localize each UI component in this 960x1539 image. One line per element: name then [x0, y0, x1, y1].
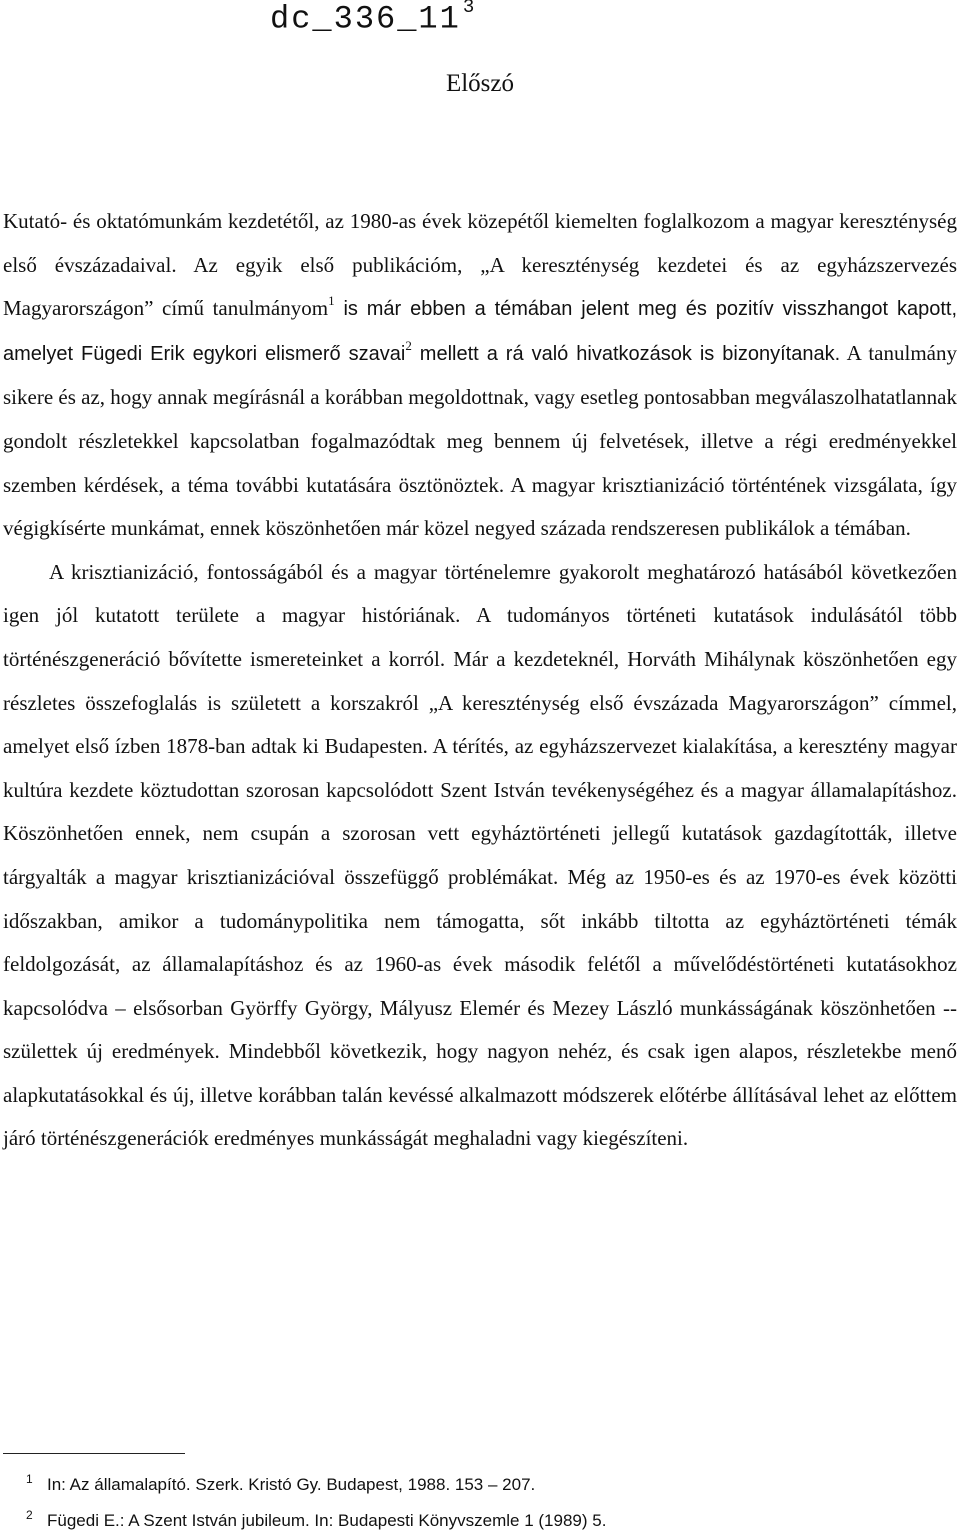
footnote-ref: 2: [405, 337, 412, 353]
footnote-number: 2: [26, 1508, 33, 1522]
paragraph: [3, 200, 957, 551]
paragraph-text: Kutató- és oktatómunkám kezdetétől, az 1980-as évek közepétől kiemelten foglalkozom a magyar kereszténység első évszázadaival. Az egyik első publikációm, „A kereszténység kezdetei és az egyházszervezés Magyarországon” című tanulmányom: [3, 209, 957, 321]
paragraph-text: is már ebben a témában jelent meg és pozitív visszhangot kapott, amelyet Fügedi Erik egykori elismerő szavai: [3, 298, 957, 365]
page-title: Előszó: [445, 70, 515, 97]
document-code: dc_336_11: [270, 0, 461, 38]
paragraph-text: mellett a rá való hivatkozások is bizonyítanak.: [411, 342, 841, 365]
footnote-text: In: Az államalapító. Szerk. Kristó Gy. Budapest, 1988. 153 – 207.: [47, 1475, 536, 1494]
footnote-divider: [3, 1453, 185, 1454]
paragraph-text: A tanulmány sikere és az, hogy annak megírásnál a korábban megoldottnak, vagy esetleg pontosabban megválaszolhatatlannak gondolt részletekkel kapcsolatban fogalmazódtak meg bennem új felvetések, illetve a régi eredményekkel szemben kérdések, a téma további kutatására ösztönöztek. A magyar krisztianizáció történtének vizsgálata, így végigkísérte munkámat, ennek köszönhetően már közel negyed százada rendszeresen publikálok a témában.: [3, 340, 958, 541]
footnote-text: Fügedi E.: A Szent István jubileum. In: Budapesti Könyvszemle 1 (1989) 5.: [47, 1511, 607, 1530]
body-text: [3, 200, 957, 1161]
footnote-number: 1: [26, 1472, 33, 1486]
document-id: [270, 0, 474, 38]
paragraph: [3, 551, 957, 1161]
footnote: [0, 1467, 960, 1503]
page-number: 3: [462, 0, 475, 18]
footnote-ref: 1: [328, 293, 335, 309]
footnotes: [0, 1467, 960, 1539]
footnote: [0, 1503, 960, 1539]
paragraph-text: A krisztianizáció, fontosságából és a magyar történelemre gyakorolt meghatározó hatásából következően igen jól kutatott területe a magyar históriának. A tudományos történeti kutatások indulásától több történészgeneráció bővítette ismereteinket a korról. Már a kezdeteknél, Horváth Mihálynak köszönhetően egy részletes összefoglalás is született a korszakról „A kereszténység első évszázada Magyarországon” címmel, amelyet első ízben 1878-ban adtak ki Budapesten. A térítés, az egyházszervezet kialakítása, a keresztény magyar kultúra kezdete köztudottan szorosan kapcsolódott Szent István tevékenységéhez és a magyar államalapításhoz. Köszönhetően ennek, nem csupán a szorosan vett egyháztörténeti jellegű kutatások gazdagították, illetve tárgyalták a magyar krisztianizációval összefüggő problémákat. Még az 1950-es és az 1970-es évek közötti időszakban, amikor a tudománypolitika nem támogatta, sőt inkább tiltotta az egyháztörténeti témák feldolgozását, az államalapításhoz és az 1960-as évek második felétől a művelődéstörténeti kutatásokhoz kapcsolódva – elsősorban Györffy György, Mályusz Elemér és Mezey László munkásságának köszönhetően -- születtek új eredmények. Mindebből következik, hogy nagyon nehéz, és csak igen alapos, részletekbe menő alapkutatásokkal és új, illetve korábban talán kevéssé alkalmazott módszerek előtérbe állításával lehet az előttem járó történészgenerációk eredményes munkásságát meghaladni vagy kiegészíteni.: [3, 559, 957, 1151]
